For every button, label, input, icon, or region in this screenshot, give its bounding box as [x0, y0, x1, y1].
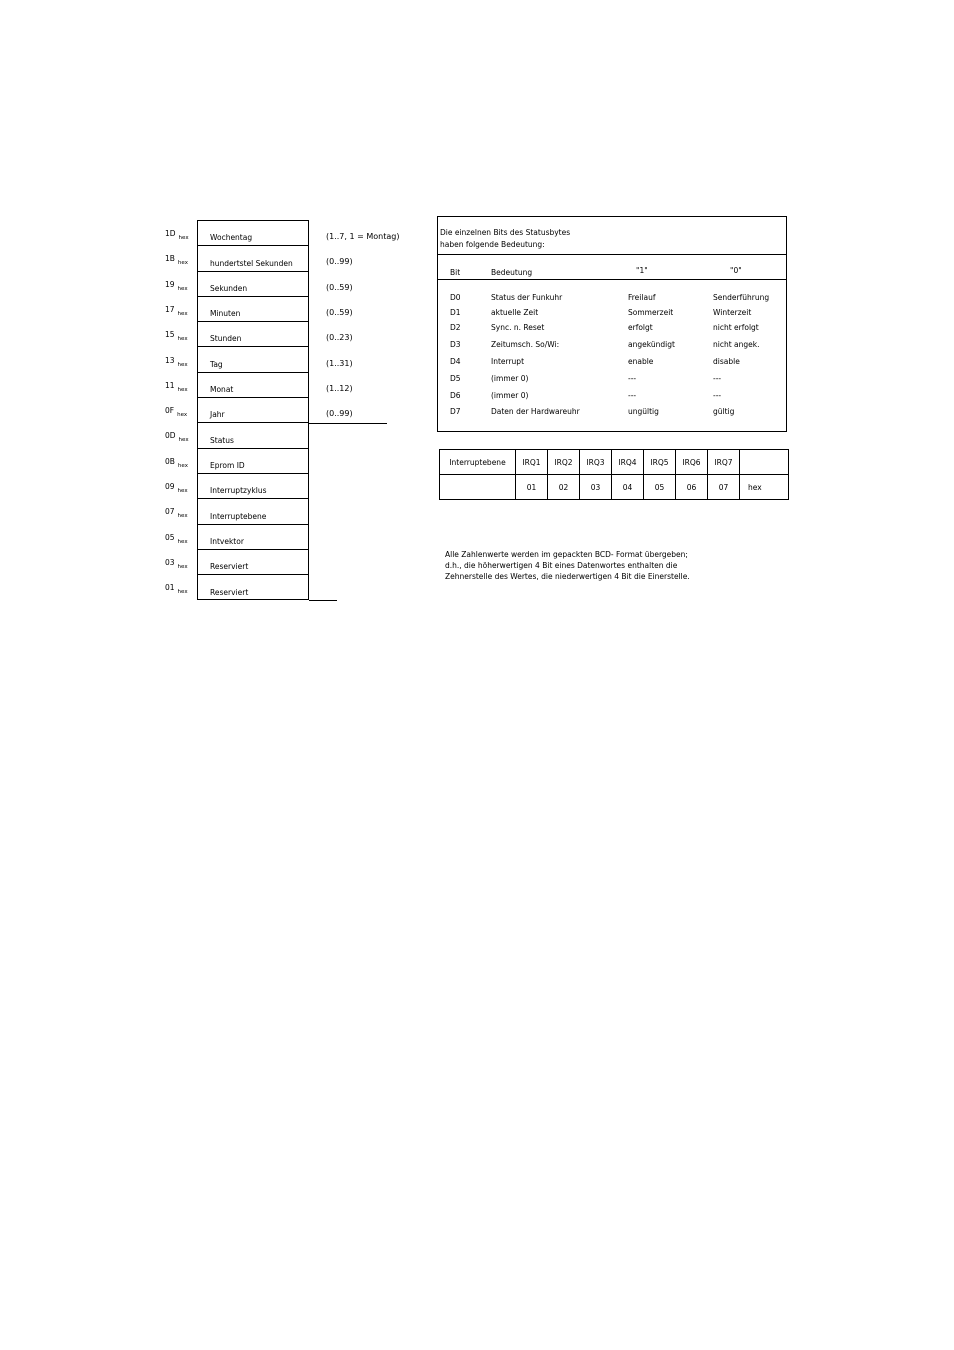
irq-empty-cell: [740, 450, 789, 475]
irq-value-cell: 07: [708, 475, 740, 500]
register-address-value: 07: [165, 507, 175, 517]
status-zero: nicht erfolgt: [713, 323, 759, 332]
note-line2: d.h., die höherwertigen 4 Bit eines Datenwortes enthalten die: [445, 561, 678, 570]
irq-value-cell: 04: [612, 475, 644, 500]
status-one: ---: [628, 374, 637, 383]
register-address-suffix: hex: [178, 437, 189, 444]
bottom-line: [309, 600, 337, 601]
status-meaning: (immer 0): [491, 391, 529, 400]
status-bit: D3: [450, 340, 461, 349]
status-bit: D7: [450, 407, 461, 416]
register-address-suffix: hex: [177, 589, 188, 596]
register-name: Interruptebene: [210, 511, 267, 521]
status-meaning: Zeitumsch. So/Wi:: [491, 340, 560, 349]
register-address-value: 01: [165, 583, 175, 593]
status-zero: gültig: [713, 407, 735, 416]
register-address: [165, 330, 188, 342]
register-name: Sekunden: [210, 283, 248, 293]
register-address: [165, 280, 188, 292]
register-address: [165, 431, 189, 443]
register-address-suffix: hex: [177, 285, 188, 292]
register-name: Minuten: [210, 309, 241, 319]
register-row: [198, 525, 308, 550]
status-bit: D6: [450, 391, 461, 400]
status-header-divider-bottom: [438, 279, 786, 280]
status-one: angekündigt: [628, 340, 675, 349]
register-address: [165, 381, 188, 393]
register-range: (1..31): [326, 358, 353, 368]
register-address-value: 1D: [165, 229, 176, 238]
register-name: Reserviert: [210, 588, 249, 598]
register-row: [198, 550, 308, 575]
status-zero: disable: [713, 357, 740, 366]
register-address-value: 03: [165, 557, 175, 567]
status-bit: D5: [450, 374, 461, 383]
interrupt-level-table: [439, 449, 789, 500]
register-address: [165, 482, 188, 494]
register-name: Intvektor: [210, 536, 244, 546]
status-zero: ---: [713, 391, 722, 400]
irq-value-cell: 01: [516, 475, 548, 500]
register-address: [165, 406, 187, 418]
register-address: [165, 457, 188, 469]
status-zero: Winterzeit: [713, 308, 752, 317]
irq-unit-cell: hex: [740, 475, 789, 500]
status-one: enable: [628, 357, 654, 366]
register-row: [198, 499, 308, 524]
register-address-suffix: hex: [177, 412, 188, 419]
status-header-divider-top: [438, 254, 786, 255]
register-row: [198, 575, 308, 600]
status-meaning: Sync. n. Reset: [491, 323, 545, 332]
register-name: Reserviert: [210, 562, 249, 572]
register-name: Stunden: [210, 334, 242, 344]
register-address: [165, 229, 189, 241]
register-address: [165, 356, 188, 368]
status-bit: D2: [450, 323, 461, 332]
register-range: (0..59): [326, 282, 353, 292]
status-bit: D0: [450, 293, 461, 302]
register-row: [198, 221, 308, 246]
register-address: [165, 305, 188, 317]
status-bit: D4: [450, 357, 461, 366]
register-range: (0..59): [326, 307, 353, 317]
register-address-value: 15: [165, 330, 175, 340]
register-row: [198, 348, 308, 373]
irq-value-cell: 03: [580, 475, 612, 500]
register-address-suffix: hex: [177, 336, 188, 343]
status-meaning: Status der Funkuhr: [491, 293, 563, 302]
status-bits-box: [437, 216, 787, 432]
register-range: (1..7, 1 = Montag): [326, 232, 400, 241]
register-address: [165, 583, 188, 595]
note-line3: Zehnerstelle des Wertes, die niederwertigen 4 Bit die Einerstelle.: [445, 572, 690, 581]
register-address-value: 13: [165, 355, 175, 365]
register-address: [165, 558, 188, 570]
register-name: Jahr: [210, 410, 225, 420]
register-address-value: 09: [165, 482, 175, 491]
status-one: ungültig: [628, 407, 659, 416]
register-range: (0..99): [326, 257, 353, 267]
register-row: [198, 297, 308, 322]
register-address-suffix: hex: [177, 513, 188, 520]
note-line1: Alle Zahlenwerte werden im gepackten BCD- Format übergeben;: [445, 550, 688, 559]
register-address-suffix: hex: [177, 260, 188, 267]
register-address-value: 05: [165, 532, 175, 542]
status-meaning: Interrupt: [491, 357, 525, 366]
register-name: Interruptzyklus: [210, 486, 267, 496]
register-address-suffix: hex: [177, 310, 188, 317]
irq-value-cell: 05: [644, 475, 676, 500]
register-address-suffix: hex: [177, 462, 188, 469]
status-one: erfolgt: [628, 323, 653, 332]
status-bit: D1: [450, 308, 461, 317]
status-intro-line2: haben folgende Bedeutung:: [440, 240, 545, 249]
register-address-suffix: hex: [177, 386, 188, 393]
register-address-value: 17: [165, 304, 175, 314]
status-meaning: Daten der Hardwareuhr: [491, 407, 580, 416]
register-range: (0..99): [326, 409, 353, 419]
register-name: Tag: [210, 359, 223, 369]
status-one: ---: [628, 391, 637, 400]
register-address-value: 19: [165, 279, 175, 289]
irq-name-cell: IRQ5: [644, 450, 676, 475]
register-address-suffix: hex: [177, 563, 188, 570]
register-row: [198, 246, 308, 271]
header-one: "1": [636, 266, 648, 275]
register-address-value: 0D: [165, 431, 176, 441]
register-address-suffix: hex: [178, 235, 189, 241]
register-address-suffix: hex: [177, 361, 188, 368]
register-address: [165, 507, 188, 519]
register-row: [198, 272, 308, 297]
status-meaning: (immer 0): [491, 374, 529, 383]
status-one: Freilauf: [628, 293, 656, 302]
register-address: [165, 254, 188, 266]
register-box: [197, 220, 309, 600]
irq-value-row: [440, 475, 789, 500]
irq-name-cell: IRQ3: [580, 450, 612, 475]
irq-label-cell: Interruptebene: [440, 450, 516, 475]
register-row: [198, 322, 308, 347]
status-meaning: aktuelle Zeit: [491, 308, 539, 317]
status-zero: ---: [713, 374, 722, 383]
register-address-value: 11: [165, 380, 175, 390]
register-address-suffix: hex: [177, 538, 188, 545]
irq-name-cell: IRQ2: [548, 450, 580, 475]
range-underline: [309, 423, 387, 424]
status-zero: Senderführung: [713, 293, 770, 302]
register-name: Status: [210, 435, 234, 445]
register-row: [198, 423, 308, 448]
irq-name-cell: IRQ1: [516, 450, 548, 475]
register-address-value: 0F: [165, 406, 175, 416]
irq-name-cell: IRQ6: [676, 450, 708, 475]
status-one: Sommerzeit: [628, 308, 674, 317]
register-address-value: 1B: [165, 254, 175, 264]
header-zero: "0": [730, 266, 742, 275]
register-name: Eprom ID: [210, 460, 245, 470]
irq-name-cell: IRQ7: [708, 450, 740, 475]
irq-value-cell: 02: [548, 475, 580, 500]
header-meaning: Bedeutung: [491, 268, 533, 277]
irq-value-cell: 06: [676, 475, 708, 500]
status-zero: nicht angek.: [713, 340, 760, 349]
register-address-value: 0B: [165, 456, 175, 466]
register-row: [198, 373, 308, 398]
register-row: [198, 449, 308, 474]
register-row: [198, 398, 308, 423]
irq-name-cell: IRQ4: [612, 450, 644, 475]
header-bit: Bit: [450, 268, 461, 277]
register-name: Monat: [210, 385, 234, 395]
irq-name-row: [440, 450, 789, 475]
irq-empty-cell: [440, 475, 516, 500]
register-address: [165, 533, 188, 545]
register-name: Wochentag: [210, 233, 253, 243]
register-row: [198, 474, 308, 499]
register-range: (1..12): [326, 383, 353, 393]
register-range: (0..23): [326, 333, 353, 343]
register-address-suffix: hex: [177, 488, 188, 494]
status-intro-line1: Die einzelnen Bits des Statusbytes: [440, 228, 571, 237]
register-name: hundertstel Sekunden: [210, 258, 293, 268]
